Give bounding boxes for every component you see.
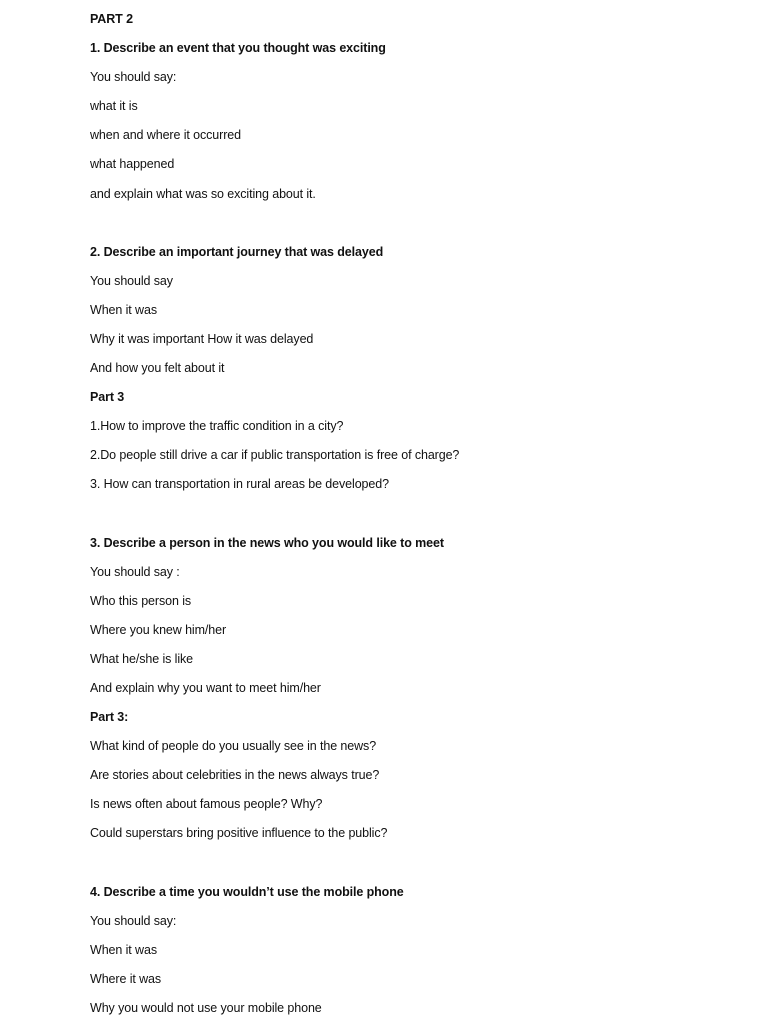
- line-20: Where you knew him/her: [90, 623, 227, 637]
- line-22: And explain why you want to meet him/her: [90, 681, 321, 695]
- line-18: You should say :: [90, 565, 180, 579]
- line-14: 1.How to improve the traffic condition in a city?: [90, 419, 344, 433]
- line-24: What kind of people do you usually see in the news?: [90, 739, 377, 753]
- line-1: PART 2: [90, 12, 133, 26]
- line-5: when and where it occurred: [90, 128, 241, 142]
- line-3: You should say:: [90, 70, 177, 84]
- line-6: what happened: [90, 157, 175, 171]
- line-4: what it is: [90, 99, 138, 113]
- line-27: Could superstars bring positive influence to the public?: [90, 826, 388, 840]
- line-23: Part 3:: [90, 710, 129, 724]
- line-13: Part 3: [90, 390, 125, 404]
- line-8: 2. Describe an important journey that was delayed: [90, 245, 384, 259]
- line-19: Who this person is: [90, 594, 192, 608]
- line-28: 4. Describe a time you wouldn’t use the mobile phone: [90, 885, 404, 899]
- line-31: Where it was: [90, 972, 162, 986]
- line-9: You should say: [90, 274, 173, 288]
- line-15: 2.Do people still drive a car if public transportation is free of charge?: [90, 448, 460, 462]
- line-2: 1. Describe an event that you thought was exciting: [90, 41, 386, 55]
- line-12: And how you felt about it: [90, 361, 225, 375]
- line-25: Are stories about celebrities in the news always true?: [90, 768, 380, 782]
- line-11: Why it was important How it was delayed: [90, 332, 314, 346]
- line-30: When it was: [90, 943, 157, 957]
- line-29: You should say:: [90, 914, 177, 928]
- line-32: Why you would not use your mobile phone: [90, 1001, 322, 1015]
- line-26: Is news often about famous people? Why?: [90, 797, 323, 811]
- line-17: 3. Describe a person in the news who you would like to meet: [90, 536, 444, 550]
- line-16: 3. How can transportation in rural areas be developed?: [90, 477, 389, 491]
- line-10: When it was: [90, 303, 157, 317]
- line-21: What he/she is like: [90, 652, 194, 666]
- line-7: and explain what was so exciting about it.: [90, 187, 316, 201]
